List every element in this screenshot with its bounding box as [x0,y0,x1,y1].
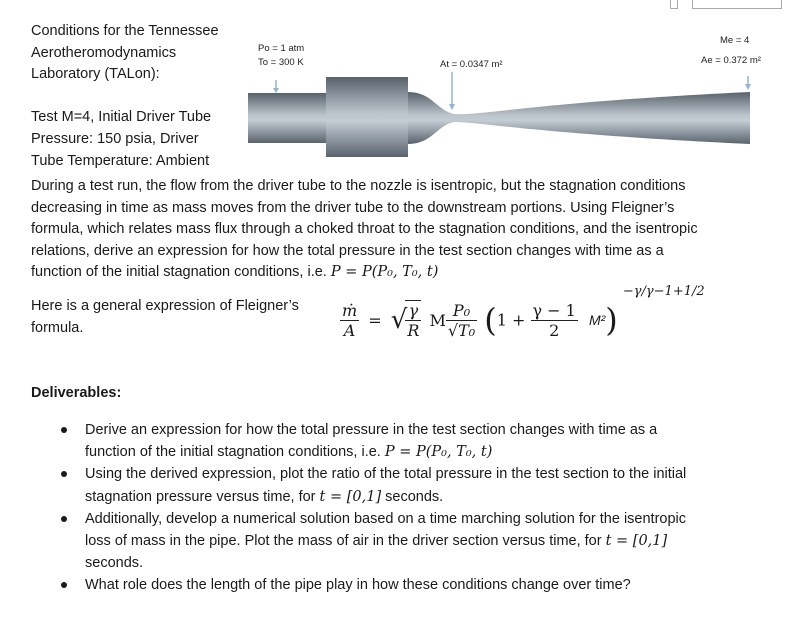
paragraph-line: During a test run, the flow from the driver tube to the nozzle is isentropic, but the stagnation conditions [31,178,686,194]
deliverable-item [31,508,761,575]
sqrt-stagnation-temperature: √T₀ [447,320,476,340]
mach-squared: M² [588,312,606,328]
fleigner-label [31,296,321,339]
one-plus: 1 + [496,310,526,330]
left-paren: ( [484,301,497,339]
deliverable-line [85,486,761,508]
gamma-minus-one: γ − 1 [532,300,576,320]
nozzle-diagram [240,60,760,170]
sqrt-sign: √ [390,305,408,335]
paragraph-line-last [31,262,761,284]
mach-symbol: M [429,310,446,330]
right-paren: ) [605,301,618,339]
intro-line: Aerotheromodynamics [31,44,177,61]
deliverable-line: Additionally, develop a numerical solution based on a time marching solution for the isentropic [85,510,687,527]
deliverable-line: seconds. [85,555,144,572]
deliverables-heading: Deliverables: [31,385,122,401]
stagnation-temperature: T₀ [458,320,476,340]
intro-line: Pressure: 150 psia, Driver [31,130,199,147]
deliverables-list [31,419,761,597]
fleigner-label-line: formula. [31,319,84,336]
intro-line: Conditions for the Tennessee [31,23,219,39]
deliverable-line [85,441,761,463]
two: 2 [549,320,560,340]
throat-arrow-head [449,104,455,110]
paragraph-line: formula, which relates mass flux through a choked throat to the stagnation conditions, and the isentropic [31,221,698,238]
throat-area-label: At = 0.0347 m² [440,59,503,70]
time-range-math: t = [0,1] [319,488,382,505]
deliverable-item [31,463,761,507]
po-label: Po = 1 atm [258,43,305,54]
po-over-sqrt-to [446,301,477,340]
cd-nozzle [408,92,750,144]
exponent: −γ/γ−1+1/2 [622,283,705,299]
po-arrow-head [273,88,279,93]
gamma-minus-one-over-two [531,301,578,340]
exit-area-label: Ae = 0.372 m² [701,55,761,66]
deliverable-text: stagnation pressure versus time, for [85,488,320,505]
intro-line: Test M=4, Initial Driver Tube [31,109,212,126]
gamma: γ [405,301,421,321]
pressure-function-math: P = P(P₀, T₀, t) [384,444,493,461]
stagnation-chamber [326,77,408,157]
time-range-math: t = [0,1] [605,533,668,550]
stagnation-pressure: P₀ [446,301,477,321]
cropped-figure-fragment-2 [692,0,782,9]
mdot: ṁ [342,300,358,320]
problem-paragraph [31,176,761,284]
mass-flux-fraction [340,301,359,340]
gamma-over-r [405,300,421,340]
deliverable-item [31,574,761,596]
deliverable-tail: seconds. [381,488,444,505]
cropped-figure-fragment [670,0,678,9]
exit-mach-label: Me = 4 [720,35,750,46]
intro-line: Laboratory (TALon): [31,66,160,83]
to-label: To = 300 K [258,57,304,68]
area: A [343,320,356,340]
intro-text [31,21,246,172]
deliverable-item [31,419,761,463]
deliverable-line: Derive an expression for how the total pressure in the test section changes with time as a [85,422,658,438]
paragraph-text: function of the initial stagnation conditions, i.e. [31,264,331,281]
deliverable-text: loss of mass in the pipe. Plot the mass of air in the driver section versus time, for [85,533,606,550]
pressure-function-math: P = P(P₀, T₀, t) [330,264,439,281]
deliverable-line [85,530,761,552]
fleigner-label-line: Here is a general expression of Fleigner’s [31,298,299,314]
paragraph-line: decreasing in time as mass moves from the driver tube to the downstream portions. Using Fleigner’s [31,199,675,216]
gas-constant: R [407,321,420,340]
deliverable-line: What role does the length of the pipe play in how these conditions change over time? [85,577,631,594]
paragraph-line: relations, derive an expression for how the total pressure in the test section changes with time as a [31,242,664,259]
deliverable-line: Using the derived expression, plot the ratio of the total pressure in the test section to the initial [85,466,687,483]
equals-sign: = [368,310,382,330]
intro-line: Tube Temperature: Ambient [31,152,210,169]
exit-arrow-head [745,84,751,90]
intro-spacer [31,86,246,108]
deliverable-text: function of the initial stagnation conditions, i.e. [85,444,385,461]
